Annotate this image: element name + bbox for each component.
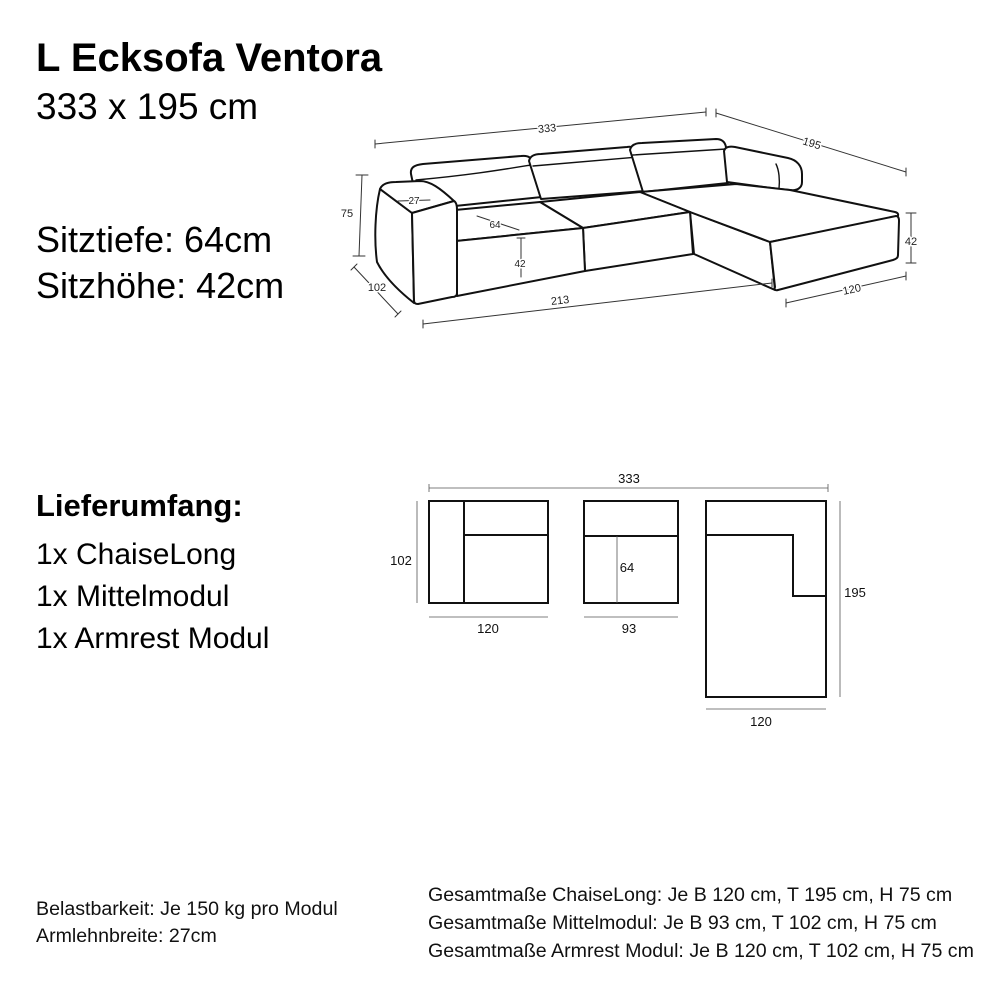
dimension-chaise-height (905, 213, 917, 263)
load-capacity-note: Belastbarkeit: Je 150 kg pro Modul (36, 898, 338, 920)
label-total-width: 333 (537, 122, 557, 136)
seat-height-text: Sitzhöhe: 42cm (36, 265, 285, 306)
plan-label-middle-seat-depth: 64 (619, 560, 635, 575)
label-chaise-height: 42 (904, 236, 918, 248)
plan-left-module (429, 501, 548, 603)
plan-label-module-depth: 102 (390, 553, 412, 568)
label-depth: 102 (367, 282, 387, 294)
back-cushion-3 (630, 139, 728, 192)
armrest-module-dimensions-note: Gesamtmaße Armrest Modul: Je B 120 cm, T 102 cm, H 75 cm (428, 940, 974, 962)
delivery-item: 1x Armrest Modul (36, 622, 270, 655)
plan-dimension-total-width (429, 471, 828, 492)
delivery-heading: Lieferumfang: (36, 488, 243, 523)
dimension-height (341, 175, 368, 256)
product-title: L Ecksofa Ventora (36, 36, 383, 80)
overall-dimensions: 333 x 195 cm (36, 86, 259, 127)
seat-depth-text: Sitztiefe: 64cm (36, 219, 273, 260)
plan-chaise-module (706, 501, 826, 697)
armrest-width-note: Armlehnbreite: 27cm (36, 925, 217, 947)
plan-dimension-chaise-depth (840, 501, 866, 697)
label-seat-height: 42 (514, 259, 526, 270)
plan-label-chaise-width: 120 (750, 714, 772, 729)
label-seat-depth: 64 (489, 220, 501, 231)
label-total-depth: 195 (801, 135, 823, 153)
plan-drawing (380, 465, 880, 735)
plan-middle-module (584, 501, 678, 603)
plan-label-chaise-depth: 195 (844, 585, 866, 600)
chaise-dimensions-note: Gesamtmaße ChaiseLong: Je B 120 cm, T 195 cm, H 75 cm (428, 884, 953, 906)
plan-label-left-module-width: 120 (477, 621, 499, 636)
label-armrest-width: 27 (408, 196, 420, 207)
plan-dimension-middle-module-width (584, 617, 678, 636)
perspective-drawing (340, 100, 925, 325)
label-sofa-width: 213 (550, 293, 570, 309)
plan-label-total-width: 333 (618, 471, 640, 486)
back-cushion-2 (529, 147, 645, 199)
plan-label-middle-module-width: 93 (621, 621, 637, 636)
plan-dimension-chaise-width (706, 709, 826, 729)
left-armrest-front (412, 201, 457, 304)
delivery-item: 1x ChaiseLong (36, 538, 237, 571)
label-chaise-width: 120 (841, 282, 863, 298)
delivery-item: 1x Mittelmodul (36, 580, 230, 613)
middle-module-dimensions-note: Gesamtmaße Mittelmodul: Je B 93 cm, T 102 cm, H 75 cm (428, 912, 937, 934)
plan-dimension-left-module-width (429, 617, 548, 636)
label-height: 75 (340, 208, 354, 220)
plan-dimension-module-depth (390, 501, 417, 603)
